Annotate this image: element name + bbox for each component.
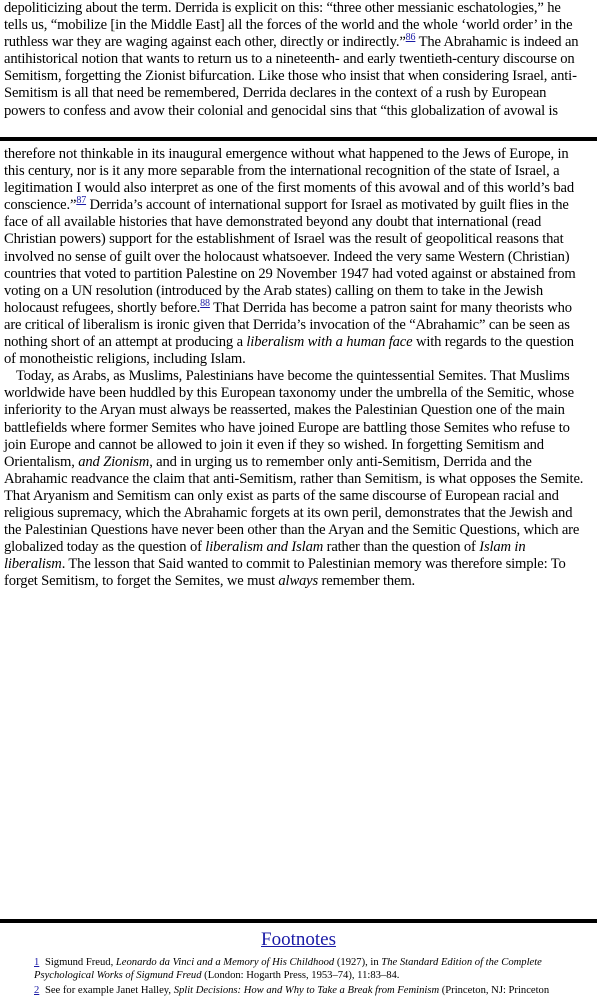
body-paragraph-2 bbox=[4, 368, 587, 590]
text-run: , and in urging us to remember only anti-Semitism, Derrida and the Abrahamic readvance the claim that anti-Semitism, rather than Semitism, is what opposes the Semite. That Aryanism and Semitism can only exist as parts of the same discourse of European racial and religious supremacy, which the Abrahamic forgets at its own peril, demonstrates that the Jewish and the Palestinian Questions have never been other than the Aryan and the Semitic Questions, which are globalized today as the question of bbox=[4, 453, 584, 556]
text-run: (London: Hogarth Press, 1953–74), 11:83–84. bbox=[201, 970, 400, 981]
italic-text: and Zionism bbox=[78, 453, 150, 470]
italic-text: liberalism and Islam bbox=[205, 539, 324, 556]
previous-page-paragraph bbox=[4, 0, 587, 120]
text-run: The Abrahamic is indeed an antihistorical notion that wants to return us to a nineteenth- and early twentieth-century discourse on Semitism, forgetting the Zionist bifurcation. Like those who insist that when considering Israel, anti-Semitism is all that need be remembered, Derrida declares in the context of a rush by European powers to confess and avow their colonial and genocidal sins that “this globalization of avowal is bbox=[4, 34, 579, 119]
footnote-number-link[interactable]: 2 bbox=[34, 985, 40, 996]
footnote-item bbox=[34, 956, 591, 982]
footnotes-heading bbox=[0, 928, 597, 952]
italic-text: always bbox=[278, 573, 319, 590]
footnote-item bbox=[34, 984, 591, 997]
text-run: (1927), in bbox=[334, 957, 382, 968]
footnotes-list bbox=[0, 952, 597, 997]
text-run: with regards to the question of monotheistic religions, including Islam. bbox=[4, 334, 574, 368]
footnote-ref-link[interactable]: 87 bbox=[76, 195, 87, 207]
text-run: (Princeton, NJ: Princeton bbox=[439, 985, 550, 996]
text-run: rather than the question of bbox=[323, 539, 480, 556]
italic-text: The Standard Edition of the Complete Psychological Works of Sigmund Freud bbox=[34, 957, 542, 981]
footnote-number-link[interactable]: 1 bbox=[34, 957, 40, 968]
text-run: . The lesson that Said wanted to commit to Palestinian memory was therefore simple: To forget Semitism, to forget the Semites, we must bbox=[4, 556, 566, 590]
previous-page-text bbox=[0, 0, 590, 136]
italic-text: Split Decisions: How and Why to Take a Break from Feminism bbox=[173, 985, 440, 996]
body-paragraph-1 bbox=[4, 146, 587, 368]
text-run: Derrida’s account of international support for Israel as motivated by guilt flies in the face of all available histories that have demonstrated beyond any doubt that international (read Christian powers) support for the establishment of Israel was the result of geopolitical reasons that involved no sense of guilt over the holocaust whatsoever. Indeed the very same Western (Christian) countries that voted to partition Palestine on 29 November 1947 had voted against or abstained from voting on a UN resolution (introduced by the Arab states) calling on them to take in the Jewish holocaust refugees, shortly before. bbox=[4, 197, 576, 316]
text-run: See for example Janet Halley, bbox=[42, 985, 174, 996]
footnotes-heading-link[interactable]: Footnotes bbox=[261, 929, 336, 950]
text-run: therefore not thinkable in its inaugural emergence without what happened to the Jews of Europe, in this century, nor is it any more separable from the international recognition of the state of Israel, a legitimation I would also interpret as one of the first moments of this avowal and of this world’s bad conscience.” bbox=[4, 146, 574, 214]
italic-text: Islam in liberalism bbox=[4, 539, 526, 573]
italic-text: liberalism with a human face bbox=[246, 334, 413, 351]
text-run: depoliticizing about the term. Derrida is explicit on this: “three other messianic eschatologies,” he tells us, “mobilize [in the Middle East] all the forces of the world and the whole ‘world order’ in the ruthless war they are waging against each other, directly or indirectly.” bbox=[4, 0, 573, 51]
chapter-body-text bbox=[0, 146, 590, 606]
footnote-ref-link[interactable]: 86 bbox=[405, 32, 416, 44]
text-run: Today, as Arabs, as Muslims, Palestinians have become the quintessential Semites. That Muslims worldwide have been huddled by this European taxonomy under the umbrella of the Semitic, whose inferiority to the Aryan must always be reasserted, makes the Palestinian Question one of the main battlefields where former Semites who have joined Europe are battling those Semites who refuse to join Europe and cannot be allowed to join it even if they so wished. In forgetting Semitism and Orientalism, bbox=[4, 368, 574, 470]
footnotes-section bbox=[0, 925, 597, 1000]
footnotes-divider bbox=[0, 919, 597, 923]
footnote-ref-link[interactable]: 88 bbox=[200, 297, 210, 309]
text-run: Sigmund Freud, bbox=[42, 957, 116, 968]
page-break-divider bbox=[0, 137, 597, 141]
text-run: remember them. bbox=[318, 573, 416, 590]
text-run: That Derrida has become a patron saint for many theorists who are critical of liberalism is ironic given that Derrida’s invocation of the “Abrahamic” can be seen as nothing short of an attempt at producing a bbox=[4, 299, 572, 351]
italic-text: Leonardo da Vinci and a Memory of His Childhood bbox=[115, 957, 335, 968]
